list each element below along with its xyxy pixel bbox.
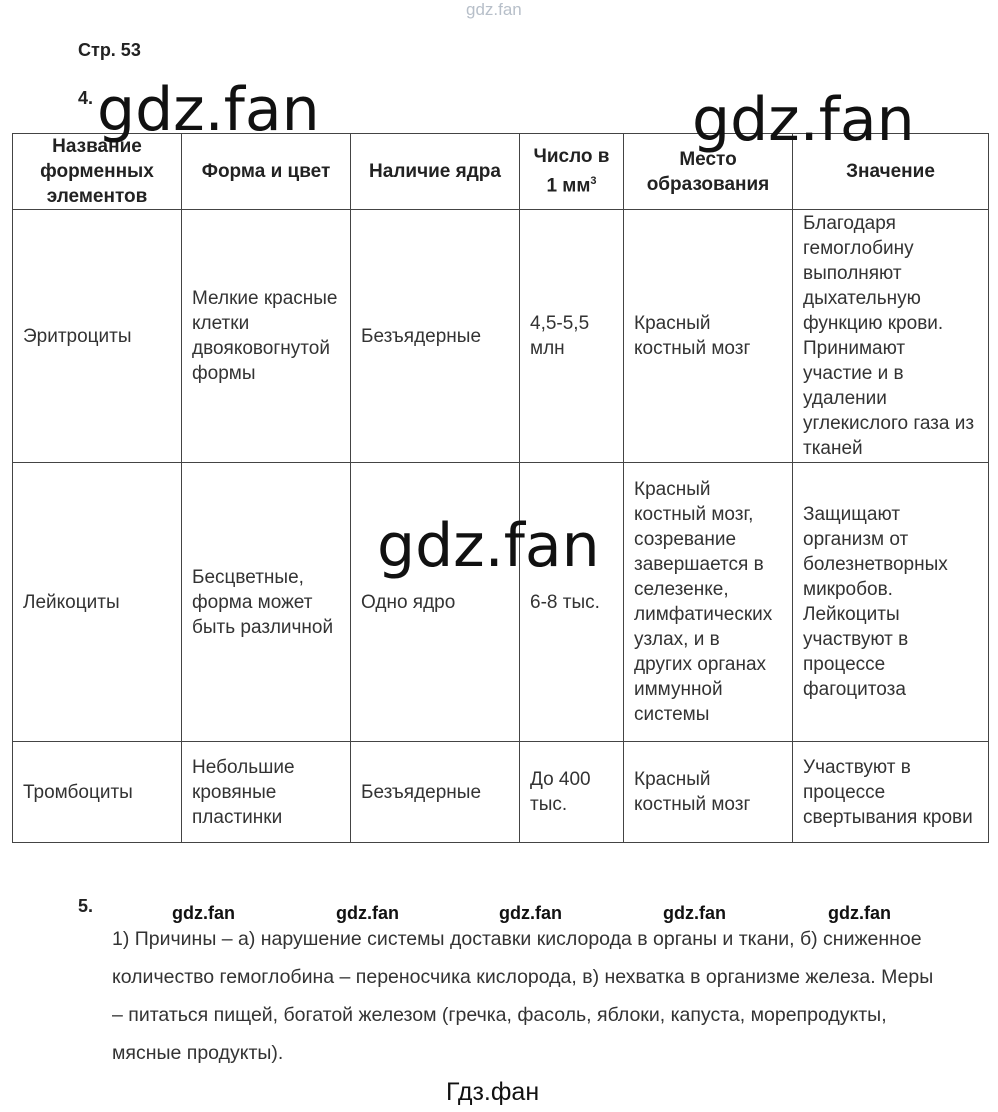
table-cell: Красный костный мозг: [624, 742, 793, 843]
table-cell: Мелкие красные клетки двояковогнутой формы: [182, 210, 351, 463]
table-cell: Участвуют в процессе свертывания крови: [793, 742, 989, 843]
table-cell: Благодаря гемоглобину выполняют дыхательную функцию крови. Принимают участие и в удалении углекислого газа из тканей: [793, 210, 989, 463]
header-count-label: Число в 1 мм: [533, 146, 610, 197]
header-superscript: 3: [590, 175, 597, 188]
header-cell: Форма и цвет: [182, 134, 351, 210]
header-cell: Значение: [793, 134, 989, 210]
answer-5-text: 1) Причины – а) нарушение системы доставки кислорода в органы и ткани, б) сниженное количество гемоглобина – переносчика кислорода, в) нехватка в организме железа. Меры – питаться пищей, богатой железом (гречка, фасоль, яблоки, капуста, морепродукты, мясные продукты).: [112, 928, 934, 1064]
watermark-small: gdz.fan: [336, 903, 399, 923]
table-cell: 6-8 тыс.: [520, 463, 624, 742]
table-cell: До 400 тыс.: [520, 742, 624, 843]
table-cell: Красный костный мозг, созревание завершается в селезенке, лимфатических узлах, и в других органах иммунной системы: [624, 463, 793, 742]
table-cell: Защищают организм от болезнетворных микробов. Лейкоциты участвуют в процессе фагоцитоза: [793, 463, 989, 742]
table-row: [13, 742, 989, 843]
table-row: [13, 210, 989, 463]
table-cell: Безъядерные: [351, 210, 520, 463]
table-cell: Эритроциты: [13, 210, 182, 463]
table-cell: Безъядерные: [351, 742, 520, 843]
header-cell: Название форменных элементов: [13, 134, 182, 210]
watermark-small: gdz.fan: [172, 903, 235, 923]
header-cell: Наличие ядра: [351, 134, 520, 210]
page-label: Стр. 53: [78, 40, 141, 60]
blood-cells-table: [12, 133, 989, 843]
table-cell: Красный костный мозг: [624, 210, 793, 463]
header-cell: Место образования: [624, 134, 793, 210]
table-cell: Лейкоциты: [13, 463, 182, 742]
table-cell: Одно ядро: [351, 463, 520, 742]
watermark-top: gdz.fan: [466, 0, 522, 19]
watermark-large: gdz.fan: [97, 75, 320, 145]
task-5-label: 5.: [78, 896, 94, 916]
table-cell: Тромбоциты: [13, 742, 182, 843]
header-cell: [520, 134, 624, 210]
task-4-label: 4.: [78, 88, 94, 108]
watermark-small: gdz.fan: [499, 903, 562, 923]
table-row: [13, 463, 989, 742]
watermark-small: gdz.fan: [663, 903, 726, 923]
table-cell: Бесцветные, форма может быть различной: [182, 463, 351, 742]
watermark-large: gdz.fan: [692, 85, 915, 155]
watermark-small: gdz.fan: [828, 903, 891, 923]
footer-watermark: Гдз.фан: [446, 1078, 540, 1106]
table-cell: 4,5-5,5 млн: [520, 210, 624, 463]
table-cell: Небольшие кровяные пластинки: [182, 742, 351, 843]
watermark-large: gdz.fan: [377, 511, 600, 581]
